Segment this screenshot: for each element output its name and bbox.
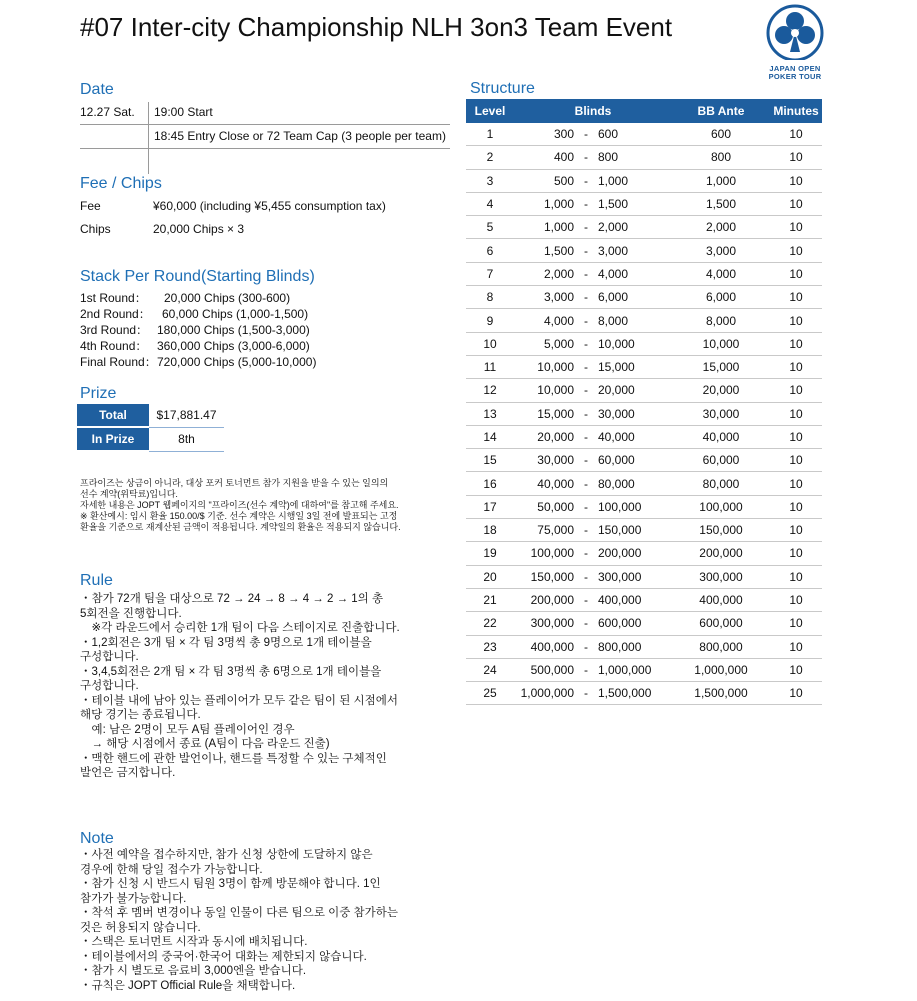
level-cell: 18 (466, 519, 514, 542)
structure-header-row (466, 99, 822, 123)
stack-round-value: 60,000 Chips (1,000-1,500) (162, 307, 309, 321)
small-blind-cell: 300,000 (514, 612, 574, 635)
structure-row (466, 425, 822, 448)
level-cell: 10 (466, 332, 514, 355)
logo-line-1: JAPAN OPEN (769, 64, 821, 73)
level-cell: 23 (466, 635, 514, 658)
blind-separator: - (574, 216, 598, 239)
stack-round-label: Final Round： (80, 355, 157, 369)
blind-separator: - (574, 309, 598, 332)
big-blind-cell: 20,000 (598, 379, 672, 402)
minutes-cell: 10 (770, 262, 822, 285)
big-blind-cell: 100,000 (598, 495, 672, 518)
bb-ante-cell: 3,000 (672, 239, 770, 262)
level-cell: 20 (466, 565, 514, 588)
bb-ante-cell: 15,000 (672, 355, 770, 378)
note-line: ・착석 후 멤버 변경이나 동일 인물이 다른 팀으로 이중 참가하는 (80, 907, 398, 919)
note-line: ・참가 신청 시 반드시 팀원 3명이 함께 방문해야 합니다. 1인 (80, 878, 381, 890)
big-blind-cell: 800 (598, 146, 672, 169)
bb-ante-cell: 2,000 (672, 216, 770, 239)
bb-ante-cell: 80,000 (672, 472, 770, 495)
prize-note-line: 환율을 기준으로 재계산된 금액이 적용됩니다. 계약일의 환율은 적용되지 않습니다. (80, 522, 401, 532)
big-blind-cell: 15,000 (598, 355, 672, 378)
bb-ante-cell: 150,000 (672, 519, 770, 542)
prize-note-line: 프라이즈는 상금이 아니라, 대상 포커 토너먼트 참가 지원을 받을 수 있는 일의의 (80, 478, 389, 488)
minutes-cell: 10 (770, 123, 822, 146)
blind-separator: - (574, 588, 598, 611)
stack-round-label: 2nd Round： (80, 307, 151, 321)
structure-row (466, 355, 822, 378)
rule-line: ※각 라운드에서 승리한 1개 팀이 다음 스테이지로 진출합니다. (80, 622, 400, 634)
structure-row (466, 286, 822, 309)
logo-line-2: POKER TOUR (768, 72, 822, 81)
bb-ante-cell: 30,000 (672, 402, 770, 425)
prize-note-line: 자세한 내용은 JOPT 웹페이지의 "프라이즈(선수 계약)에 대하여"를 참고해 주세요. (80, 500, 399, 510)
bb-ante-cell: 20,000 (672, 379, 770, 402)
blind-separator: - (574, 682, 598, 705)
minutes-cell: 10 (770, 146, 822, 169)
minutes-cell: 10 (770, 472, 822, 495)
big-blind-cell: 1,500 (598, 192, 672, 215)
bb-ante-cell: 4,000 (672, 262, 770, 285)
small-blind-cell: 40,000 (514, 472, 574, 495)
level-cell: 8 (466, 286, 514, 309)
minutes-cell: 10 (770, 542, 822, 565)
minutes-cell: 10 (770, 682, 822, 705)
bb-ante-cell: 800,000 (672, 635, 770, 658)
bb-ante-cell: 40,000 (672, 425, 770, 448)
note-heading: Note (80, 830, 114, 847)
structure-row (466, 309, 822, 332)
fee-value: ¥60,000 (including ¥5,455 consumption tax) (153, 199, 386, 213)
level-cell: 21 (466, 588, 514, 611)
big-blind-cell: 800,000 (598, 635, 672, 658)
structure-row (466, 635, 822, 658)
big-blind-cell: 10,000 (598, 332, 672, 355)
level-cell: 2 (466, 146, 514, 169)
level-cell: 13 (466, 402, 514, 425)
stack-round-value: 360,000 Chips (3,000-6,000) (157, 339, 310, 353)
chips-label: Chips (80, 222, 111, 236)
rule-heading: Rule (80, 572, 113, 589)
prize-row-inprize (77, 427, 224, 451)
prize-inprize-label: In Prize (77, 427, 149, 451)
stack-round-value: 20,000 Chips (300-600) (164, 291, 291, 305)
structure-row (466, 332, 822, 355)
note-line: ・사전 예약을 접수하지만, 참가 신청 상한에 도달하지 않은 (80, 849, 373, 861)
small-blind-cell: 400,000 (514, 635, 574, 658)
level-cell: 5 (466, 216, 514, 239)
structure-table (466, 99, 822, 705)
big-blind-cell: 60,000 (598, 449, 672, 472)
blind-separator: - (574, 472, 598, 495)
bb-ante-cell: 400,000 (672, 588, 770, 611)
rule-line: ・참가 72개 팀을 대상으로 72 → 24 → 8 → 4 → 2 → 1의 총 (80, 593, 384, 605)
prize-row-total (77, 404, 224, 427)
blind-separator: - (574, 425, 598, 448)
minutes-cell: 10 (770, 495, 822, 518)
date-start: 19:00 Start (154, 105, 213, 119)
prize-note-line: 선수 계약(위탁료)입니다. (80, 489, 178, 499)
note-line: 참가가 불가능합니다. (80, 892, 187, 905)
small-blind-cell: 5,000 (514, 332, 574, 355)
small-blind-cell: 400 (514, 146, 574, 169)
minutes-cell: 10 (770, 565, 822, 588)
big-blind-cell: 150,000 (598, 519, 672, 542)
stack-round-value: 720,000 Chips (5,000-10,000) (157, 355, 317, 369)
big-blind-cell: 2,000 (598, 216, 672, 239)
structure-row (466, 379, 822, 402)
note-line: ・스택은 토너먼트 시작과 동시에 배치됩니다. (80, 936, 308, 948)
level-cell: 7 (466, 262, 514, 285)
big-blind-cell: 200,000 (598, 542, 672, 565)
rule-line: 해당 경기는 종료됩니다. (80, 709, 201, 721)
structure-row (466, 612, 822, 635)
rule-line: ・테이블 내에 남아 있는 플레이어가 모두 같은 팀이 된 시점에서 (80, 694, 398, 707)
big-blind-cell: 80,000 (598, 472, 672, 495)
minutes-cell: 10 (770, 355, 822, 378)
structure-row (466, 495, 822, 518)
blind-separator: - (574, 519, 598, 542)
small-blind-cell: 500,000 (514, 658, 574, 681)
chips-value: 20,000 Chips × 3 (153, 222, 245, 236)
structure-row (466, 402, 822, 425)
bb-ante-cell: 300,000 (672, 565, 770, 588)
blind-separator: - (574, 635, 598, 658)
bb-ante-cell: 600,000 (672, 612, 770, 635)
header-blinds: Blinds (514, 99, 672, 123)
minutes-cell: 10 (770, 519, 822, 542)
rule-line: 예: 남은 2명이 모두 A팀 플레이어인 경우 (80, 723, 295, 736)
structure-row (466, 192, 822, 215)
minutes-cell: 10 (770, 402, 822, 425)
rule-line: 구성합니다. (80, 680, 139, 692)
level-cell: 16 (466, 472, 514, 495)
small-blind-cell: 300 (514, 123, 574, 146)
bb-ante-cell: 800 (672, 146, 770, 169)
structure-row (466, 519, 822, 542)
bb-ante-cell: 8,000 (672, 309, 770, 332)
big-blind-cell: 3,000 (598, 239, 672, 262)
level-cell: 12 (466, 379, 514, 402)
prize-heading: Prize (80, 385, 117, 402)
bb-ante-cell: 60,000 (672, 449, 770, 472)
stack-round-label: 3rd Round： (80, 323, 149, 337)
level-cell: 4 (466, 192, 514, 215)
structure-row (466, 542, 822, 565)
prize-note-line: ※ 환산예시: 임시 환율 150.00/$ 기준. 선수 계약은 시행일 3일 전에 발표되는 고정 (80, 511, 398, 521)
structure-row (466, 123, 822, 146)
minutes-cell: 10 (770, 658, 822, 681)
header-minutes: Minutes (770, 99, 822, 123)
small-blind-cell: 3,000 (514, 286, 574, 309)
level-cell: 25 (466, 682, 514, 705)
bb-ante-cell: 600 (672, 123, 770, 146)
minutes-cell: 10 (770, 332, 822, 355)
structure-row (466, 216, 822, 239)
structure-row (466, 565, 822, 588)
note-line: 것은 허용되지 않습니다. (80, 921, 201, 934)
bb-ante-cell: 1,000 (672, 169, 770, 192)
note-list (80, 848, 398, 993)
stack-heading: Stack Per Round(Starting Blinds) (80, 268, 315, 285)
big-blind-cell: 1,000 (598, 169, 672, 192)
small-blind-cell: 1,000 (514, 216, 574, 239)
minutes-cell: 10 (770, 192, 822, 215)
big-blind-cell: 300,000 (598, 565, 672, 588)
small-blind-cell: 10,000 (514, 355, 574, 378)
structure-row (466, 449, 822, 472)
small-blind-cell: 10,000 (514, 379, 574, 402)
date-entry: 18:45 Entry Close or 72 Team Cap (3 people per team) (154, 129, 446, 143)
note-line: ・참가 시 별도로 음료비 3,000엔을 받습니다. (80, 965, 307, 977)
small-blind-cell: 150,000 (514, 565, 574, 588)
small-blind-cell: 15,000 (514, 402, 574, 425)
minutes-cell: 10 (770, 612, 822, 635)
blind-separator: - (574, 123, 598, 146)
stack-round-value: 180,000 Chips (1,500-3,000) (157, 323, 310, 337)
bb-ante-cell: 6,000 (672, 286, 770, 309)
small-blind-cell: 1,500 (514, 239, 574, 262)
structure-body (466, 123, 822, 705)
fee-label: Fee (80, 199, 101, 213)
bb-ante-cell: 100,000 (672, 495, 770, 518)
divider (148, 102, 149, 174)
rule-line: ・1,2회전은 3개 팀 × 각 팀 3명씩 총 9명으로 1개 테이블을 (80, 636, 372, 649)
structure-row (466, 682, 822, 705)
level-cell: 11 (466, 355, 514, 378)
small-blind-cell: 200,000 (514, 588, 574, 611)
big-blind-cell: 600,000 (598, 612, 672, 635)
rule-line: 구성합니다. (80, 651, 139, 663)
big-blind-cell: 600 (598, 123, 672, 146)
rule-line: ・3,4,5회전은 2개 팀 × 각 팀 3명씩 총 6명으로 1개 테이블을 (80, 665, 382, 678)
bb-ante-cell: 1,500,000 (672, 682, 770, 705)
level-cell: 19 (466, 542, 514, 565)
structure-row (466, 239, 822, 262)
stack-round-label: 4th Round： (80, 339, 148, 353)
minutes-cell: 10 (770, 449, 822, 472)
rule-list (80, 592, 400, 781)
big-blind-cell: 1,500,000 (598, 682, 672, 705)
prize-notes (80, 478, 401, 533)
bb-ante-cell: 1,000,000 (672, 658, 770, 681)
level-cell: 9 (466, 309, 514, 332)
big-blind-cell: 40,000 (598, 425, 672, 448)
level-cell: 3 (466, 169, 514, 192)
small-blind-cell: 1,000,000 (514, 682, 574, 705)
blind-separator: - (574, 192, 598, 215)
prize-total-value: $17,881.47 (149, 404, 224, 427)
blind-separator: - (574, 146, 598, 169)
blind-separator: - (574, 286, 598, 309)
bb-ante-cell: 10,000 (672, 332, 770, 355)
blind-separator: - (574, 542, 598, 565)
small-blind-cell: 100,000 (514, 542, 574, 565)
blind-separator: - (574, 612, 598, 635)
big-blind-cell: 1,000,000 (598, 658, 672, 681)
blind-separator: - (574, 565, 598, 588)
small-blind-cell: 75,000 (514, 519, 574, 542)
blind-separator: - (574, 332, 598, 355)
header-bb-ante: BB Ante (672, 99, 770, 123)
level-cell: 17 (466, 495, 514, 518)
big-blind-cell: 6,000 (598, 286, 672, 309)
jopt-logo (760, 4, 830, 84)
divider (80, 148, 450, 149)
blind-separator: - (574, 169, 598, 192)
big-blind-cell: 4,000 (598, 262, 672, 285)
bb-ante-cell: 200,000 (672, 542, 770, 565)
level-cell: 15 (466, 449, 514, 472)
minutes-cell: 10 (770, 588, 822, 611)
blind-separator: - (574, 658, 598, 681)
big-blind-cell: 8,000 (598, 309, 672, 332)
stack-round-label: 1st Round： (80, 291, 147, 305)
level-cell: 6 (466, 239, 514, 262)
fee-heading: Fee / Chips (80, 175, 162, 192)
note-line: 경우에 한해 당일 접수가 가능합니다. (80, 863, 263, 876)
small-blind-cell: 4,000 (514, 309, 574, 332)
structure-row (466, 146, 822, 169)
structure-row (466, 262, 822, 285)
header-level: Level (466, 99, 514, 123)
minutes-cell: 10 (770, 379, 822, 402)
minutes-cell: 10 (770, 216, 822, 239)
blind-separator: - (574, 495, 598, 518)
minutes-cell: 10 (770, 286, 822, 309)
structure-row (466, 588, 822, 611)
small-blind-cell: 500 (514, 169, 574, 192)
small-blind-cell: 1,000 (514, 192, 574, 215)
blind-separator: - (574, 239, 598, 262)
big-blind-cell: 400,000 (598, 588, 672, 611)
blind-separator: - (574, 262, 598, 285)
rule-line: ・맥한 핸드에 관한 발언이나, 핸드를 특정할 수 있는 구체적인 (80, 752, 387, 765)
page-title: #07 Inter-city Championship NLH 3on3 Team Event (80, 12, 673, 42)
minutes-cell: 10 (770, 635, 822, 658)
structure-row (466, 472, 822, 495)
bb-ante-cell: 1,500 (672, 192, 770, 215)
blind-separator: - (574, 402, 598, 425)
rule-line: 발언은 금지합니다. (80, 767, 176, 779)
blind-separator: - (574, 379, 598, 402)
note-line: ・규칙은 JOPT Official Rule을 채택합니다. (80, 979, 296, 992)
level-cell: 22 (466, 612, 514, 635)
small-blind-cell: 20,000 (514, 425, 574, 448)
prize-table (77, 404, 224, 452)
club-logo-icon (764, 4, 826, 60)
blind-separator: - (574, 355, 598, 378)
structure-row (466, 169, 822, 192)
prize-total-label: Total (77, 404, 149, 427)
structure-row (466, 658, 822, 681)
rule-line: → 해당 시점에서 종료 (A팀이 다음 라운드 진출) (80, 738, 330, 750)
rule-line: 5회전을 진행합니다. (80, 607, 182, 620)
minutes-cell: 10 (770, 239, 822, 262)
minutes-cell: 10 (770, 309, 822, 332)
level-cell: 1 (466, 123, 514, 146)
level-cell: 24 (466, 658, 514, 681)
big-blind-cell: 30,000 (598, 402, 672, 425)
small-blind-cell: 2,000 (514, 262, 574, 285)
small-blind-cell: 50,000 (514, 495, 574, 518)
date-heading: Date (80, 81, 114, 98)
date-day: 12.27 Sat. (80, 105, 135, 119)
structure-heading: Structure (470, 80, 535, 97)
divider (80, 124, 450, 125)
small-blind-cell: 30,000 (514, 449, 574, 472)
note-line: ・테이블에서의 중국어·한국어 대화는 제한되지 않습니다. (80, 950, 367, 963)
minutes-cell: 10 (770, 425, 822, 448)
minutes-cell: 10 (770, 169, 822, 192)
prize-inprize-value: 8th (149, 427, 224, 451)
blind-separator: - (574, 449, 598, 472)
level-cell: 14 (466, 425, 514, 448)
